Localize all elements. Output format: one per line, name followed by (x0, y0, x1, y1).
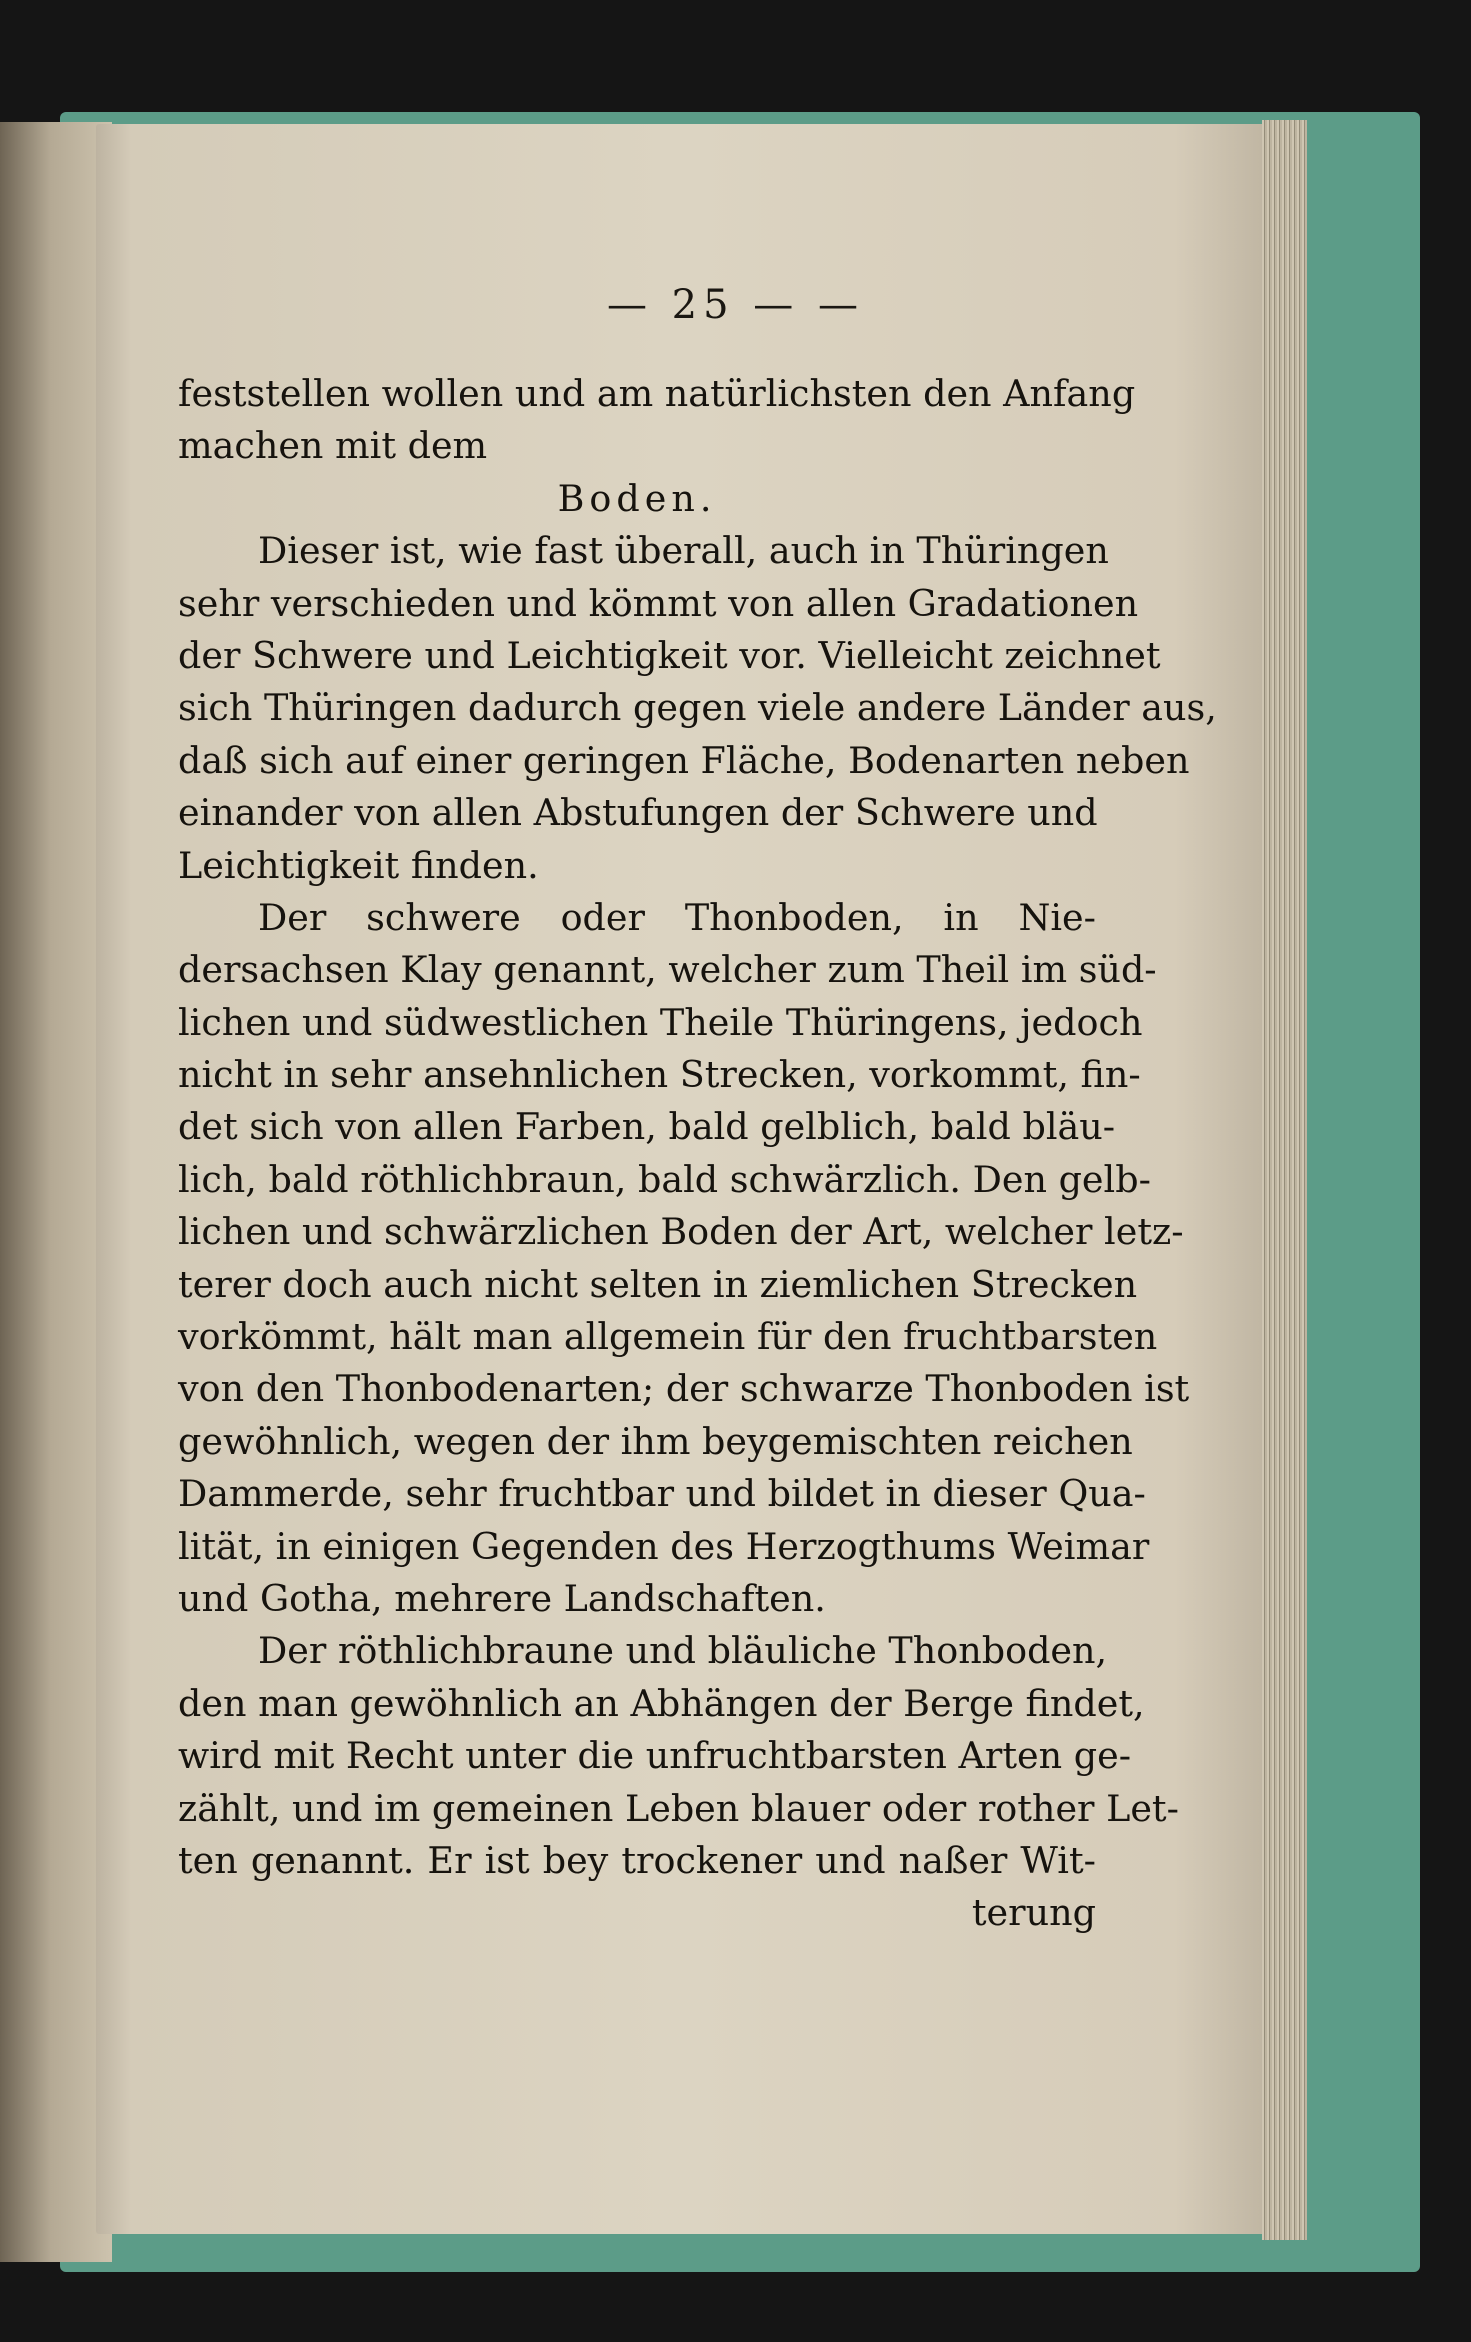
text-line: dersachsen Klay genannt, welcher zum Theil im süd- (178, 948, 1157, 992)
text-line: Dammerde, sehr fruchtbar und bildet in dieser Qua- (178, 1472, 1146, 1516)
text-line: Der schwere oder Thonboden, in Nie- (258, 895, 1096, 939)
text-line: und Gotha, mehrere Landschaften. (178, 1576, 826, 1620)
text-line: Der röthlichbraune und bläuliche Thonboden, (258, 1629, 1108, 1673)
page-text (178, 368, 1217, 1940)
text-line: lichen und südwestlichen Theile Thüringens, jedoch (178, 1000, 1143, 1044)
text-line: lichen und schwärzlichen Boden der Art, welcher letz- (178, 1210, 1184, 1254)
text-line: feststellen wollen und am natürlichsten den Anfang (178, 372, 1136, 415)
text-line: wird mit Recht unter die unfruchtbarsten Arten ge- (178, 1734, 1132, 1778)
text-line: einander von allen Abstufungen der Schwere und (178, 791, 1098, 835)
text-line: den man gewöhnlich an Abhängen der Berge findet, (178, 1681, 1145, 1725)
text-line: Dieser ist, wie fast überall, auch in Thüringen (258, 529, 1109, 573)
text-line: ten genannt. Er ist bey trockener und naßer Wit- (178, 1838, 1096, 1882)
text-line: nicht in sehr ansehnlichen Strecken, vorkommt, fin- (178, 1053, 1141, 1097)
text-line: machen mit dem (178, 424, 488, 468)
text-line: Leichtigkeit finden. (178, 843, 539, 887)
text-line: zählt, und im gemeinen Leben blauer oder rother Let- (178, 1786, 1179, 1830)
text-line: terung (971, 1891, 1096, 1935)
section-heading: Boden. (557, 476, 717, 520)
text-line: vorkömmt, hält man allgemein für den fruchtbarsten (178, 1315, 1158, 1359)
text-line: der Schwere und Leichtigkeit vor. Vielleicht zeichnet (178, 633, 1161, 677)
text-line: det sich von allen Farben, bald gelblich, bald bläu- (178, 1105, 1116, 1149)
text-line: lich, bald röthlichbraun, bald schwärzlich. Den gelb- (178, 1157, 1151, 1201)
text-line: gewöhnlich, wegen der ihm beygemischten reichen (178, 1419, 1133, 1463)
page-stack-edges (1262, 120, 1307, 2240)
text-line: von den Thonbodenarten; der schwarze Thonboden ist (178, 1367, 1190, 1411)
text-line: sich Thüringen dadurch gegen viele andere Länder aus, (178, 686, 1217, 730)
text-line: daß sich auf einer geringen Fläche, Bodenarten neben (178, 738, 1190, 782)
text-line: sehr verschieden und kömmt von allen Gradationen (178, 581, 1139, 625)
page-number: — 25 — — (606, 282, 865, 328)
text-line: terer doch auch nicht selten in ziemlichen Strecken (178, 1262, 1138, 1306)
text-line: lität, in einigen Gegenden des Herzogthums Weimar (178, 1524, 1150, 1568)
